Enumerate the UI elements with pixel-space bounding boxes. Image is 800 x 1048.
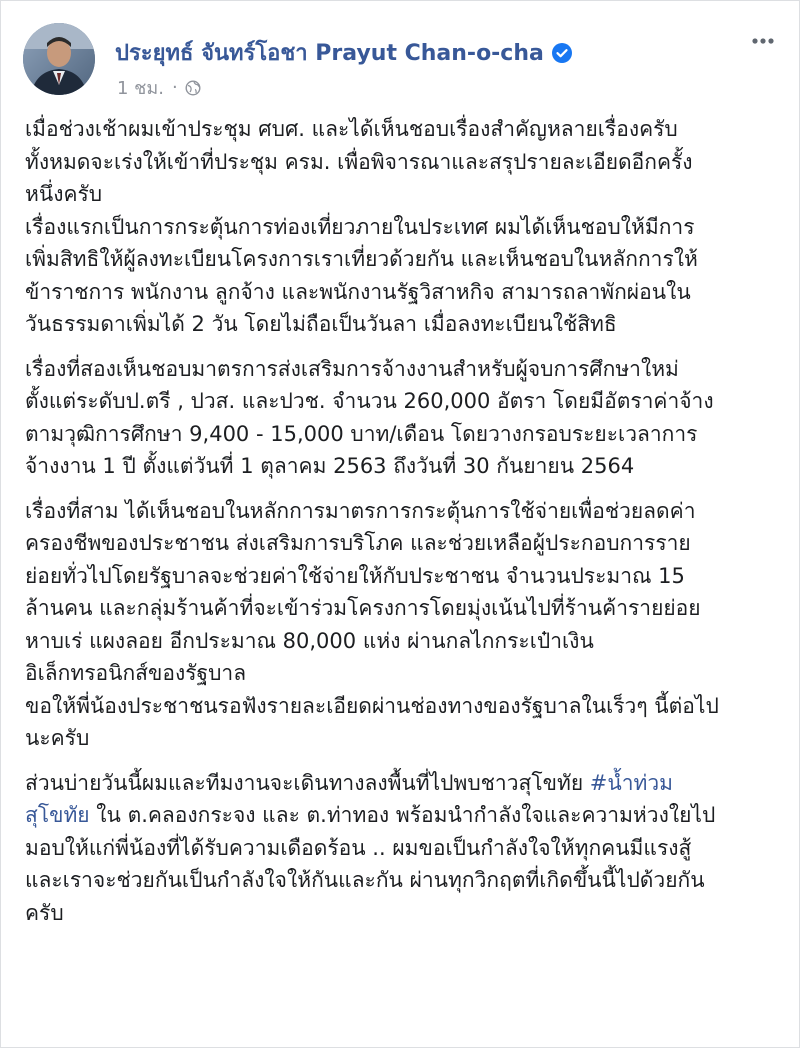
post-paragraph — [25, 113, 779, 341]
post-line: ข้าราชการ พนักงาน ลูกจ้าง และพนักงานรัฐวิสาหกิจ สามารถลาพักผ่อนใน — [25, 279, 691, 304]
post-line: จ้างงาน 1 ปี ตั้งแต่วันที่ 1 ตุลาคม 2563 ถึงวันที่ 30 กันยายน 2564 — [25, 454, 635, 478]
post-line — [25, 767, 779, 800]
post-paragraph — [25, 767, 779, 930]
post-line: ทั้งหมดจะเร่งให้เข้าที่ประชุม ครม. เพื่อพิจารณาและสรุปรายละเอียดอีกครั้ง — [25, 149, 693, 174]
post-text-segment: ส่วนบ่ายวันนี้ผมและทีมงานจะเดินทางลงพื้นที่ไปพบชาวสุโขทัย — [25, 770, 590, 795]
post-line: ตั้งแต่ระดับป.ตรี , ปวส. และปวช. จำนวน 260,000 อัตรา โดยมีอัตราค่าจ้าง — [25, 389, 714, 413]
avatar-image — [23, 23, 95, 95]
post-line: ย่อยทั่วไปโดยรัฐบาลจะช่วยค่าใช้จ่ายให้กับประชาชน จำนวนประมาณ 15 — [25, 563, 685, 588]
post-line: ตามวุฒิการศึกษา 9,400 - 15,000 บาท/เดือน โดยวางกรอบระยะเวลาการ — [25, 421, 698, 446]
post-line: ครับ — [25, 900, 64, 925]
hashtag-link[interactable]: สุโขทัย — [25, 803, 90, 827]
post-meta — [117, 73, 201, 102]
more-options-icon[interactable] — [749, 27, 777, 55]
post-line: เรื่องที่สองเห็นชอบมาตรการส่งเสริมการจ้างงานสำหรับผู้จบการศึกษาใหม่ — [25, 356, 679, 381]
post-line: วันธรรมดาเพิ่มได้ 2 วัน โดยไม่ถือเป็นวันลา เมื่อลงทะเบียนใช้สิทธิ — [25, 312, 617, 336]
post-line: ล้านคน และกลุ่มร้านค้าที่จะเข้าร่วมโครงการโดยมุ่งเน้นไปที่ร้านค้ารายย่อย — [25, 596, 701, 620]
author-avatar[interactable] — [23, 23, 95, 95]
post-header — [23, 23, 781, 99]
post-line: หนึ่งครับ — [25, 182, 103, 206]
verified-badge-icon — [552, 43, 572, 63]
post-timestamp[interactable]: 1 ชม. — [117, 78, 164, 99]
author-name-text[interactable]: ประยุทธ์ จันทร์โอชา Prayut Chan-o-cha — [115, 41, 544, 66]
post-line: เมื่อช่วงเช้าผมเข้าประชุม ศบศ. และได้เห็นชอบเรื่องสำคัญหลายเรื่องครับ — [25, 117, 678, 141]
post-text-segment: ใน ต.คลองกระจง และ ต.ท่าทอง พร้อมนำกำลังใจและความห่วงใยไป — [89, 803, 716, 827]
post-paragraph — [25, 353, 779, 483]
post-line: ครองชีพของประชาชน ส่งเสริมการบริโภค และช่วยเหลือผู้ประกอบการราย — [25, 531, 691, 555]
post-line: อิเล็กทรอนิกส์ของรัฐบาล — [25, 661, 247, 685]
post-body — [25, 113, 779, 941]
author-name[interactable] — [115, 35, 572, 70]
post-line: เรื่องแรกเป็นการกระตุ้นการท่องเที่ยวภายในประเทศ ผมได้เห็นชอบให้มีการ — [25, 214, 695, 239]
meta-separator: · — [171, 77, 178, 98]
post-line: และเราจะช่วยกันเป็นกำลังใจให้กันและกัน ผ่านทุกวิกฤตที่เกิดขึ้นนี้ไปด้วยกัน — [25, 868, 705, 892]
post-line: เพิ่มสิทธิให้ผู้ลงทะเบียนโครงการเราเที่ยวด้วยกัน และเห็นชอบในหลักการให้ — [25, 247, 698, 271]
post-paragraph — [25, 495, 779, 755]
post-line — [25, 799, 779, 832]
globe-icon[interactable] — [185, 80, 201, 96]
post-line: นะครับ — [25, 726, 90, 750]
post-line: ขอให้พี่น้องประชาชนรอฟังรายละเอียดผ่านช่องทางของรัฐบาลในเร็วๆ นี้ต่อไป — [25, 693, 719, 718]
hashtag-link[interactable]: #น้ำท่วม — [589, 770, 674, 795]
post-line: มอบให้แก่พี่น้องที่ได้รับความเดือดร้อน .. ผมขอเป็นกำลังใจให้ทุกคนมีแรงสู้ — [25, 835, 692, 860]
post-line: เรื่องที่สาม ได้เห็นชอบในหลักการมาตรการกระตุ้นการใช้จ่ายเพื่อช่วยลดค่า — [25, 498, 696, 523]
post-line: หาบเร่ แผงลอย อีกประมาณ 80,000 แห่ง ผ่านกลไกกระเป๋าเงิน — [25, 628, 594, 653]
